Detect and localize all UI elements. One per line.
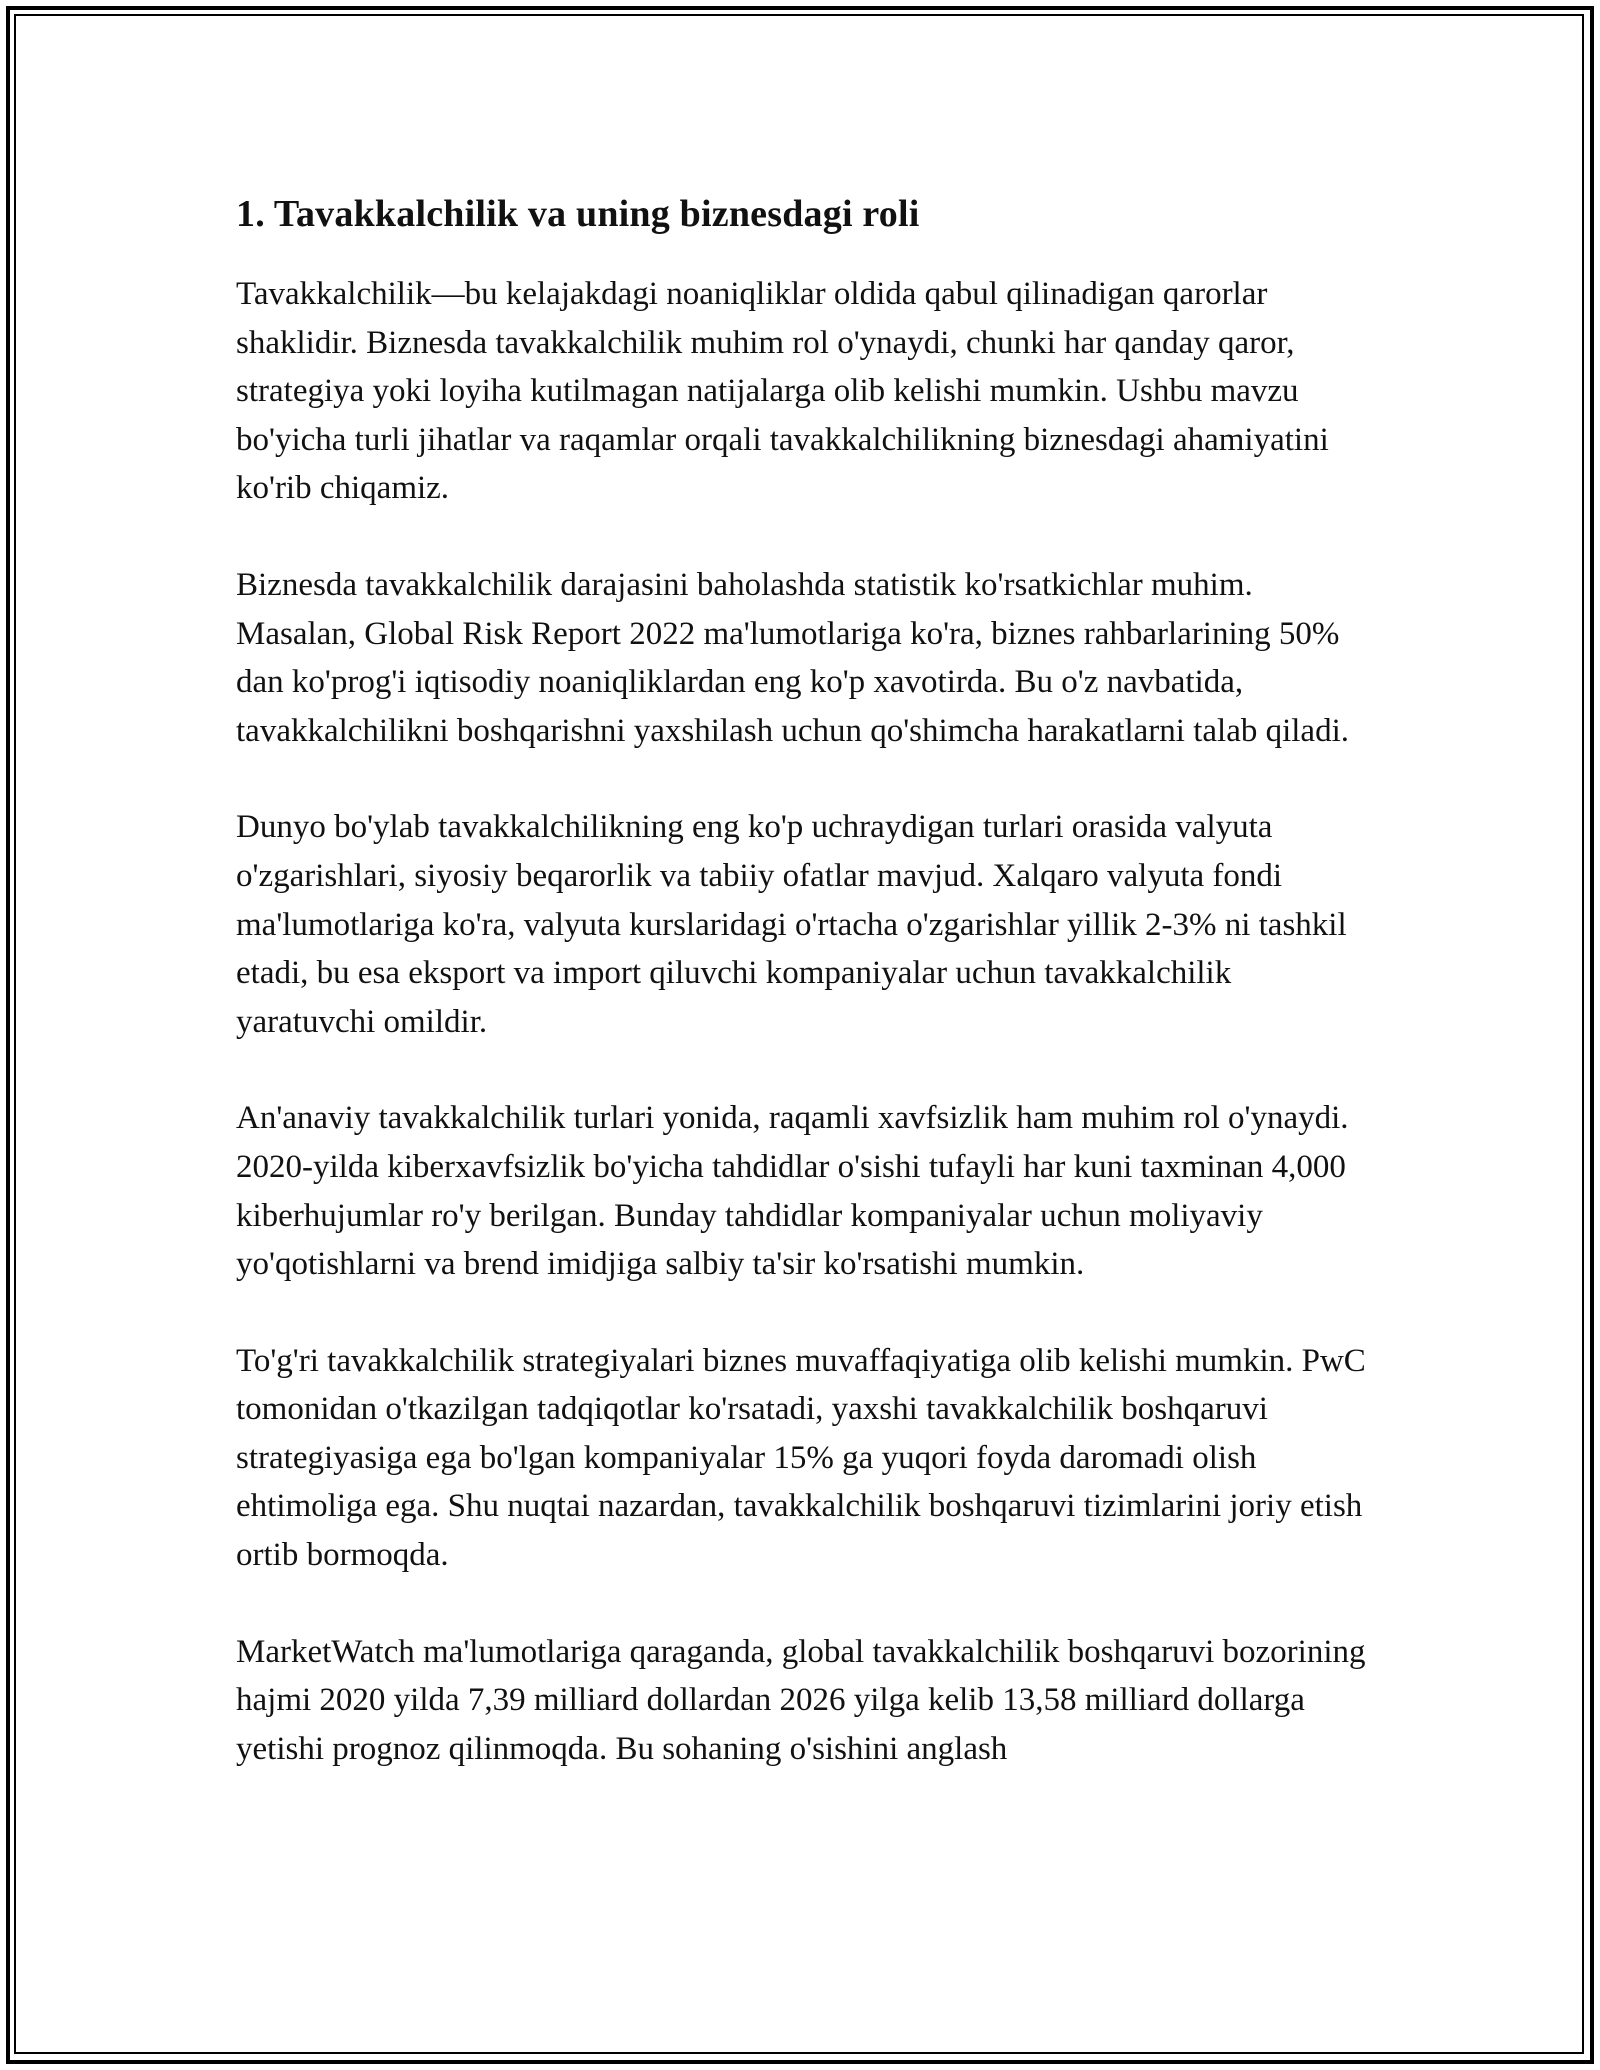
document-body [236,188,1370,1821]
paragraph-5: To'g'ri tavakkalchilik strategiyalari biznes muvaffaqiyatiga olib kelishi mumkin. PwC tomonidan o'tkazilgan tadqiqotlar ko'rsatadi, yaxshi tavakkalchilik boshqaruvi strategiyasiga ega bo'lgan kompaniyalar 15% ga yuqori foyda daromadi olish ehtimoliga ega. Shu nuqtai nazardan, tavakkalchilik boshqaruvi tizimlarini joriy etish ortib bormoqda. [236,1342,1366,1574]
paragraph-4: An'anaviy tavakkalchilik turlari yonida, raqamli xavfsizlik ham muhim rol o'ynaydi. 2020-yilda kiberxavfsizlik bo'yicha tahdidlar o'sishi tufayli har kuni taxminan 4,000 kiberhujumlar ro'y berilgan. Bunday tahdidlar kompaniyalar uchun moliyaviy yo'qotishlarni va brend imidjiga salbiy ta'sir ko'rsatishi mumkin. [236,1100,1349,1283]
paragraph-3: Dunyo bo'ylab tavakkalchilikning eng ko'p uchraydigan turlari orasida valyuta o'zgarishlari, siyosiy beqarorlik va tabiiy ofatlar mavjud. Xalqaro valyuta fondi ma'lumotlariga ko'ra, valyuta kurslaridagi o'rtacha o'zgarishlar yillik 2-3% ni tashkil etadi, bu esa eksport va import qiluvchi kompaniyalar uchun tavakkalchilik yaratuvchi omildir. [236,809,1347,1040]
paragraph-6: MarketWatch ma'lumotlariga qaraganda, global tavakkalchilik boshqaruvi bozorining hajmi 2020 yilda 7,39 milliard dollardan 2026 yilga kelib 13,58 milliard dollarga yetishi prognoz qilinmoqda. Bu sohaning o'sishini anglash [236,1633,1366,1767]
paragraph-1: Tavakkalchilik—bu kelajakdagi noaniqliklar oldida qabul qilinadigan qarorlar shaklidir. Biznesda tavakkalchilik muhim rol o'ynaydi, chunki har qanday qaror, strategiya yoki loyiha kutilmagan natijalarga olib kelishi mumkin. Ushbu mavzu bo'yicha turli jihatlar va raqamlar orqali tavakkalchilikning biznesdagi ahamiyatini ko'rib chiqamiz. [236,276,1329,507]
paragraph-2: Biznesda tavakkalchilik darajasini baholashda statistik ko'rsatkichlar muhim. Masalan, Global Risk Report 2022 ma'lumotlariga ko'ra, biznes rahbarlarining 50% dan ko'prog'i iqtisodiy noaniqliklardan eng ko'p xavotirda. Bu o'z navbatida, tavakkalchilikni boshqarishni yaxshilash uchun qo'shimcha harakatlarni talab qiladi. [236,566,1349,749]
section-title: 1. Tavakkalchilik va uning biznesdagi roli [236,193,920,235]
